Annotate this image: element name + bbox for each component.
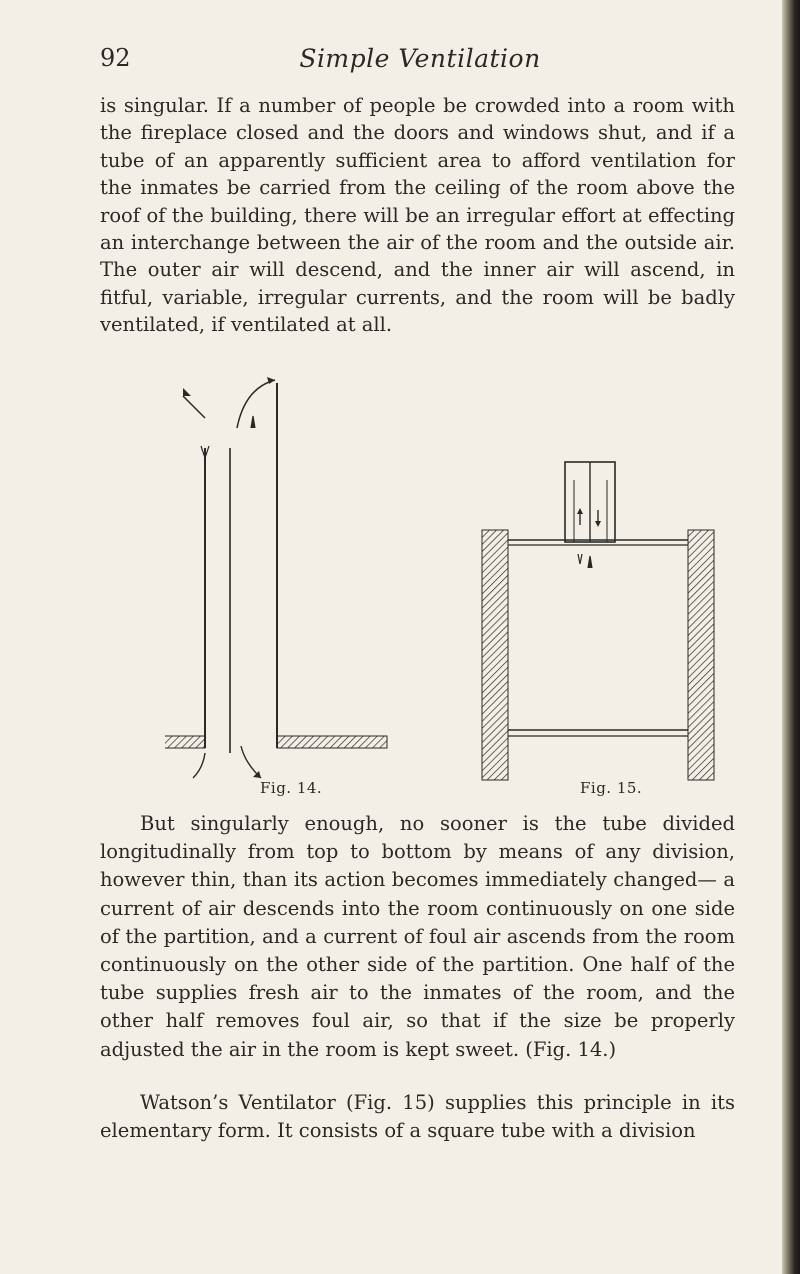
page-header: [100, 44, 740, 84]
page-edge-shadow: [782, 0, 800, 1274]
paragraph-1: is singular. If a number of people be crowded into a room with the fireplace closed and the doors and windows shut, and if a tube of an apparently sufficient area to afford ventilation for the inmates be carried from the ceiling of the room above the roof of the building, there will be an irregular effort at effecting an interchange between the air of the room and the outside air. The outer air will descend, and the inner air will ascend, in fitful, variable, irregular currents, and the room will be badly ventilated, if ventilated at all.: [100, 94, 735, 337]
figure-15-caption: Fig. 15.: [580, 779, 643, 797]
figure-14: [165, 368, 425, 788]
paragraph-3: Watson’s Ventilator (Fig. 15) supplies this principle in its elementary form. It consists of a square tube with a division: [100, 1091, 735, 1143]
figure-14-drawing: [165, 368, 425, 788]
paragraph-2: But singularly enough, no sooner is the tube divided longitudinally from top to bottom by means of any division, however thin, than its action becomes immediately changed— a current of air descends into the room continuously on one side of the partition, and a current of foul air ascends from the room continuously on the other side of the partition. One half of the tube supplies fresh air to the inmates of the room, and the other half removes foul air, so that if the size be properly adjusted the air in the room is kept sweet. (Fig. 14.): [100, 812, 735, 1061]
figure-15-drawing: [470, 450, 735, 790]
page-number: 92: [100, 44, 131, 72]
running-title: Simple Ventilation: [299, 44, 541, 73]
figure-15: [470, 450, 735, 790]
figure-14-caption: Fig. 14.: [260, 779, 323, 797]
